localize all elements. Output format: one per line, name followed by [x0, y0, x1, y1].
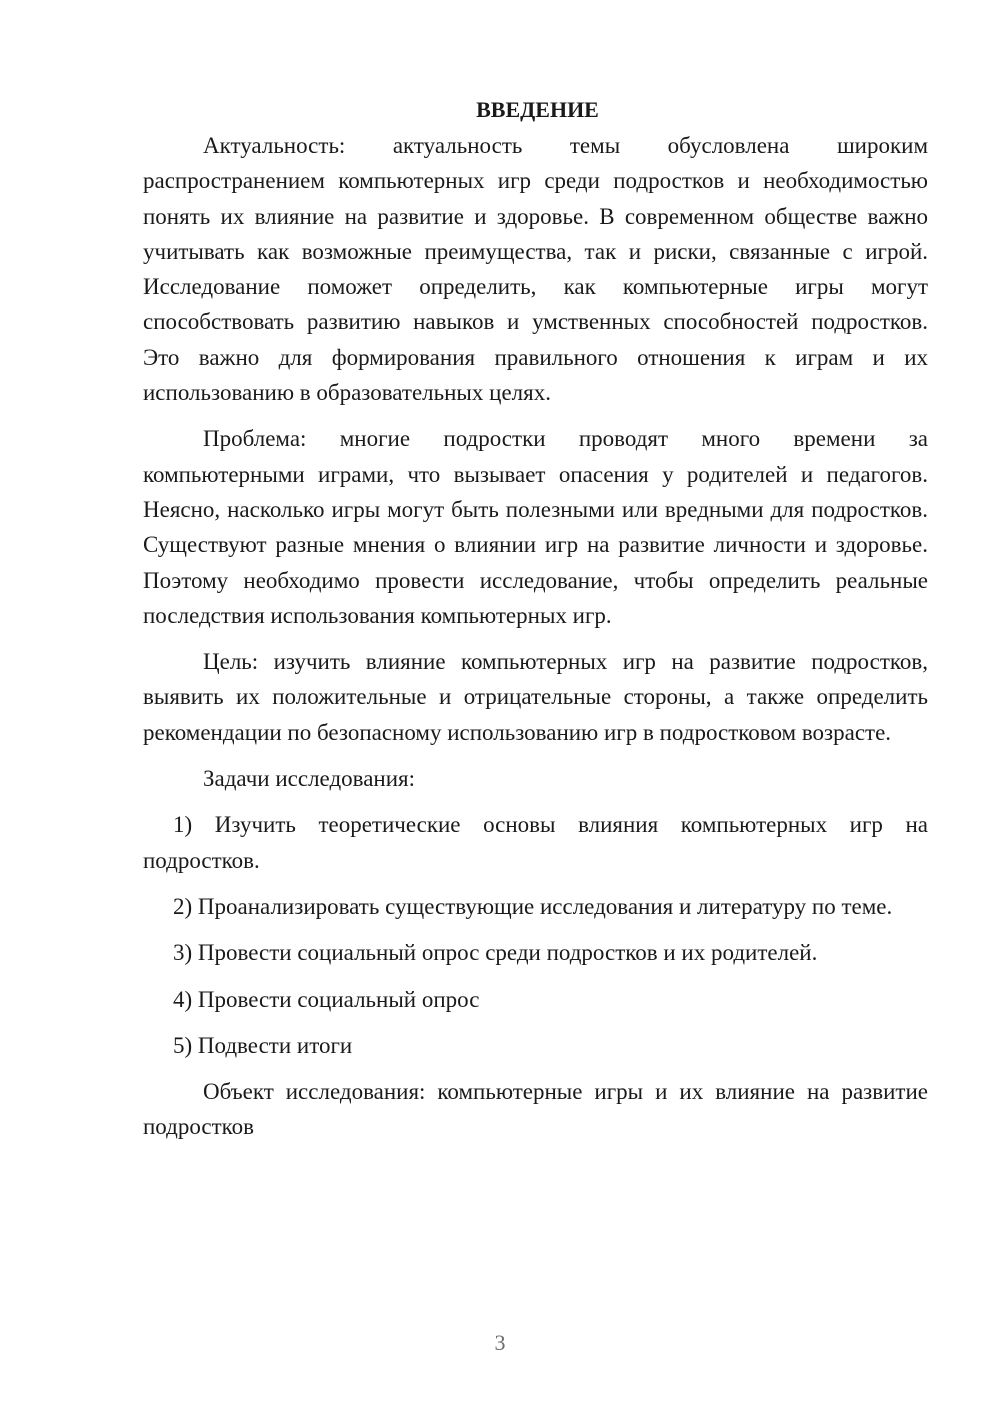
list-item: 2) Проанализировать существующие исследования и литературу по теме. [173, 893, 893, 919]
list-item: 3) Провести социальный опрос среди подростков и их родителей. [173, 940, 818, 966]
paragraph-goal: Цель: изучить влияние компьютерных игр на развитие подростков, выявить их положительные и отрицательные стороны, а также определить рекомендации по безопасному использованию игр в подростковом возрасте. [143, 649, 928, 745]
paragraph-problem: Проблема: многие подростки проводят много времени за компьютерными играми, что вызывает опасения у родителей и педагогов. Неясно, насколько игры могут быть полезными или вредными для подростков. Существуют разные мнения о влиянии игр на развитие личности и здоровье. Поэтому необходимо провести исследование, чтобы определить реальные последствия использования компьютерных игр. [143, 426, 928, 628]
list-item: 4) Провести социальный опрос [173, 986, 480, 1012]
list-item: 1) Изучить теоретические основы влияния компьютерных игр на подростков. [143, 812, 928, 873]
section-title: ВВЕДЕНИЕ [476, 97, 599, 122]
tasks-heading: Задачи исследования: [203, 766, 416, 792]
paragraph-relevance: Актуальность: актуальность темы обусловлена широким распространением компьютерных игр среди подростков и необходимостью понять их влияние на развитие и здоровье. В современном обществе важно учитывать как возможные преимущества, так и риски, связанные с игрой. Исследование поможет определить, как компьютерные игры могут способствовать развитию навыков и умственных способностей подростков. Это важно для формирования правильного отношения к играм и их использованию в образовательных целях. [143, 133, 928, 406]
tasks-list [143, 807, 928, 1063]
paragraph-object: Объект исследования: компьютерные игры и их влияние на развитие подростков [143, 1079, 928, 1140]
page-number: 3 [494, 1330, 506, 1355]
list-item: 5) Подвести итоги [173, 1032, 353, 1058]
document-page [143, 92, 928, 1145]
